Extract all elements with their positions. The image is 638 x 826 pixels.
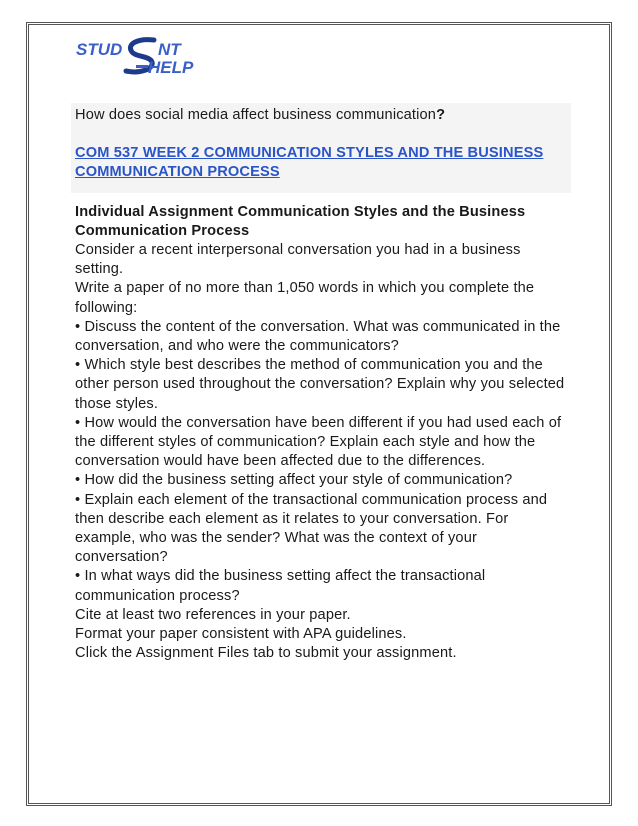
- bullet-business-setting-style: • How did the business setting affect your style of communication?: [75, 472, 513, 489]
- question-line: [75, 103, 567, 135]
- paragraph-apa-format: Format your paper consistent with APA guidelines.: [75, 626, 407, 643]
- bullet-transactional-elements: • Explain each element of the transactional communication process and then describe each element as it relates to your conversation. For example, who was the sender? What was the context of your conversation?: [75, 491, 548, 566]
- paragraph-cite-references: Cite at least two references in your paper.: [75, 606, 351, 623]
- shaded-header: [71, 103, 571, 193]
- logo-text-top-left: STUD: [76, 40, 123, 59]
- student-help-logo[interactable]: [76, 36, 208, 76]
- course-title-link[interactable]: COM 537 WEEK 2 COMMUNICATION STYLES AND THE BUSINESS COMMUNICATION PROCESS: [75, 145, 544, 181]
- bullet-how-different: • How would the conversation have been different if you had used each of the different styles of communication? Explain each style and how the conversation would have been affected due to the differences.: [75, 414, 562, 470]
- paragraph-consider: Consider a recent interpersonal conversation you had in a business setting.: [75, 242, 521, 278]
- logo-dash: [136, 65, 148, 68]
- logo-text-bottom: HELP: [148, 58, 194, 76]
- document-body: [75, 103, 567, 663]
- paragraph-write-paper: Write a paper of no more than 1,050 words in which you complete the following:: [75, 280, 535, 316]
- question-mark: ?: [436, 107, 446, 123]
- logo-text-top-right: NT: [158, 40, 181, 59]
- question-text: How does social media affect business communication: [75, 107, 437, 123]
- logo-graphic: [76, 36, 208, 76]
- bullet-business-setting-process: • In what ways did the business setting affect the transactional communication process?: [75, 568, 486, 604]
- paragraph-submit: Click the Assignment Files tab to submit your assignment.: [75, 645, 457, 662]
- bullet-discuss-content: • Discuss the content of the conversation. What was communicated in the conversation, and who were the communicators?: [75, 318, 561, 355]
- bullet-which-style: • Which style best describes the method of communication you and the other person used throughout the conversation? Explain why you selected those styles.: [75, 357, 565, 412]
- assignment-heading: Individual Assignment Communication Styles and the Business Communication Process: [75, 203, 526, 239]
